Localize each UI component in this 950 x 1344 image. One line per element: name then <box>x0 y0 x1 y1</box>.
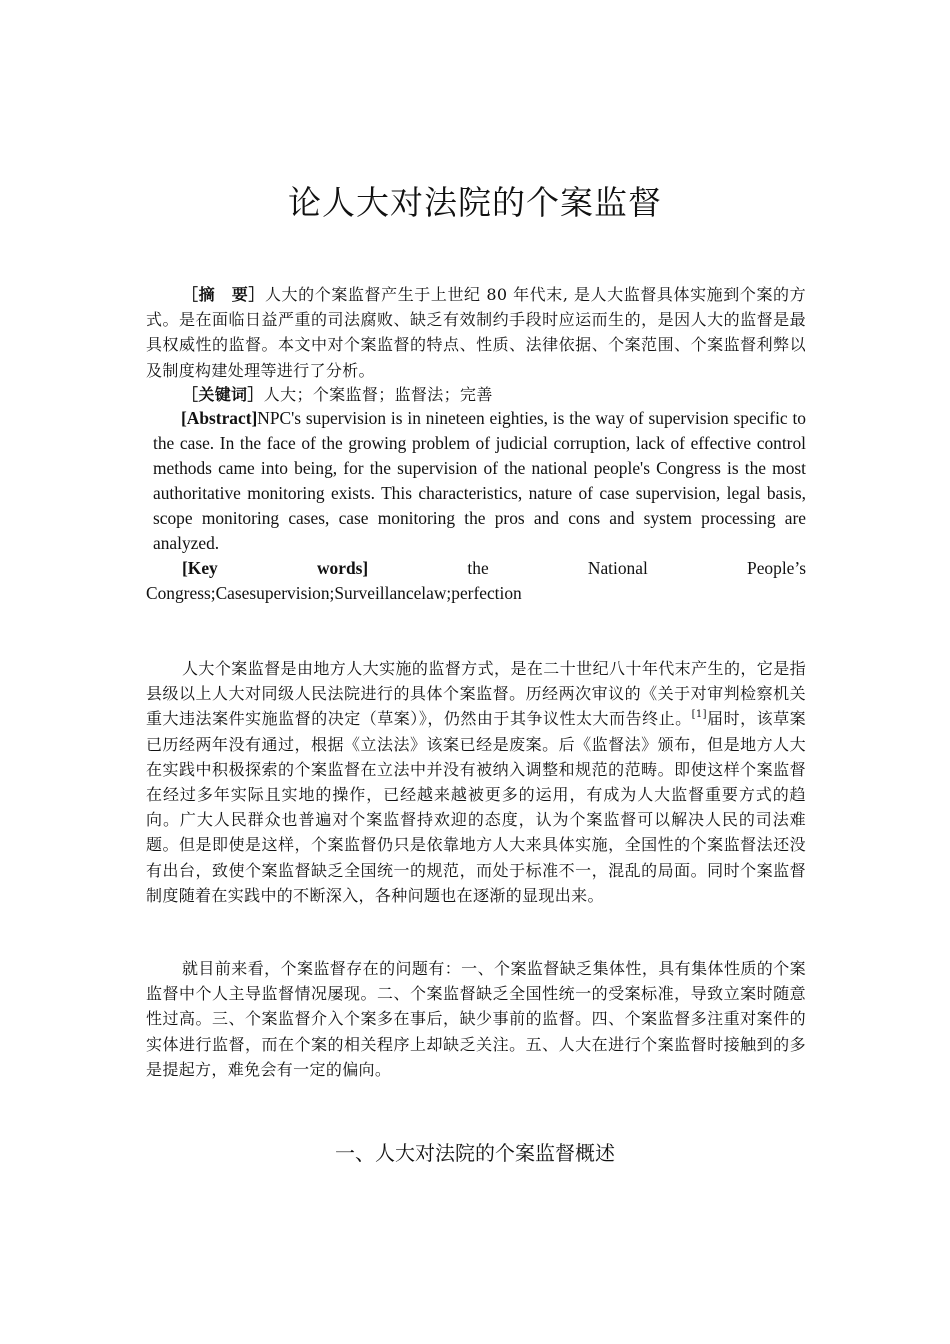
abstract-chinese-paragraph <box>146 282 806 383</box>
keywords-english-label-2: words] <box>316 558 369 578</box>
keywords-chinese <box>146 382 806 407</box>
keywords-english-label-1: [Key <box>182 558 218 578</box>
abstract-english-label: [Abstract] <box>181 408 258 428</box>
body-paragraph-2 <box>146 956 806 1082</box>
body-paragraph-1-text <box>146 656 806 908</box>
abstract-english-text: NPC's supervision is in nineteen eighties, is the way of supervision specific to the case. In the face of the growing problem of judicial corruption, lack of effective control methods came into being, for the supervision of the national people's Congress is the most authoritative monitoring exists. This characteristics, nature of case supervision, legal basis, scope monitoring cases, case monitoring the pros and cons and system processing are analyzed. <box>153 408 806 553</box>
body-paragraph-1 <box>146 656 806 908</box>
keywords-english-word-1: the <box>467 558 489 578</box>
body-paragraph-1-part-1: 人大个案监督是由地方人大实施的监督方式，是在二十世纪八十年代末产生的，它是指县级以上人大对同级人民法院进行的具体个案监督。历经两次审议的《关于对审判检察机关重大违法案件实施监督的决定（草案）》，仍然由于其争议性太大而告终止。 <box>146 659 806 729</box>
abstract-chinese-label: ［摘 要］ <box>182 285 265 304</box>
keywords-english-line-1 <box>146 556 806 581</box>
abstract-chinese <box>146 282 806 383</box>
keywords-english-word-2: National <box>587 558 648 578</box>
section-heading: 一、人大对法院的个案监督概述 <box>335 1141 615 1165</box>
body-paragraph-1-part-2: 届时，该草案已历经两年没有通过，根据《立法法》该案已经是废案。后《监督法》颁布，但是地方人大在实践中积极探索的个案监督在立法中并没有被纳入调整和规范的范畴。即使这样个案监督在经过多年实际且实地的操作，已经越来越被更多的运用，有成为人大监督重要方式的趋向。广大人民群众也普遍对个案监督持欢迎的态度，认为个案监督可以解决人民的司法难题。但是即使是这样，个案监督仍只是依靠地方人大来具体实施，全国性的个案监督法还没有出台，致使个案监督缺乏全国统一的规范，而处于标准不一，混乱的局面。同时个案监督制度随着在实践中的不断深入，各种问题也在逐渐的显现出来。 <box>146 709 806 905</box>
keywords-chinese-label: ［关键词］ <box>182 385 264 404</box>
paper-title: 论人大对法院的个案监督 <box>288 183 662 222</box>
keywords-english-word-3: People’s <box>747 558 806 578</box>
keywords-english-line-2: Congress;Casesupervision;Surveillancelaw;perfection <box>146 583 522 603</box>
keywords-english <box>146 556 806 606</box>
keywords-chinese-paragraph <box>146 382 806 407</box>
abstract-english <box>153 406 806 556</box>
footnote-ref-1[interactable]: [1] <box>691 709 707 721</box>
abstract-english-paragraph <box>153 406 806 556</box>
keywords-chinese-text: 人大；个案监督；监督法；完善 <box>263 385 493 404</box>
body-paragraph-2-text: 就目前来看，个案监督存在的问题有：一、个案监督缺乏集体性，具有集体性质的个案监督中个人主导监督情况屡现。二、个案监督缺乏全国性统一的受案标准，导致立案时随意性过高。三、个案监督介入个案多在事后，缺少事前的监督。四、个案监督多注重对案件的实体进行监督，而在个案的相关程序上却缺乏关注。五、人大在进行个案监督时接触到的多是提起方，难免会有一定的偏向。 <box>146 959 806 1079</box>
abstract-chinese-text: 人大的个案监督产生于上世纪 80 年代末, 是人大监督具体实施到个案的方式。是在面临日益严重的司法腐败、缺乏有效制约手段时应运而生的，是因人大的监督是最具权威性的监督。本文中对个案监督的特点、性质、法律依据、个案范围、个案监督利弊以及制度构建处理等进行了分析。 <box>146 285 806 380</box>
